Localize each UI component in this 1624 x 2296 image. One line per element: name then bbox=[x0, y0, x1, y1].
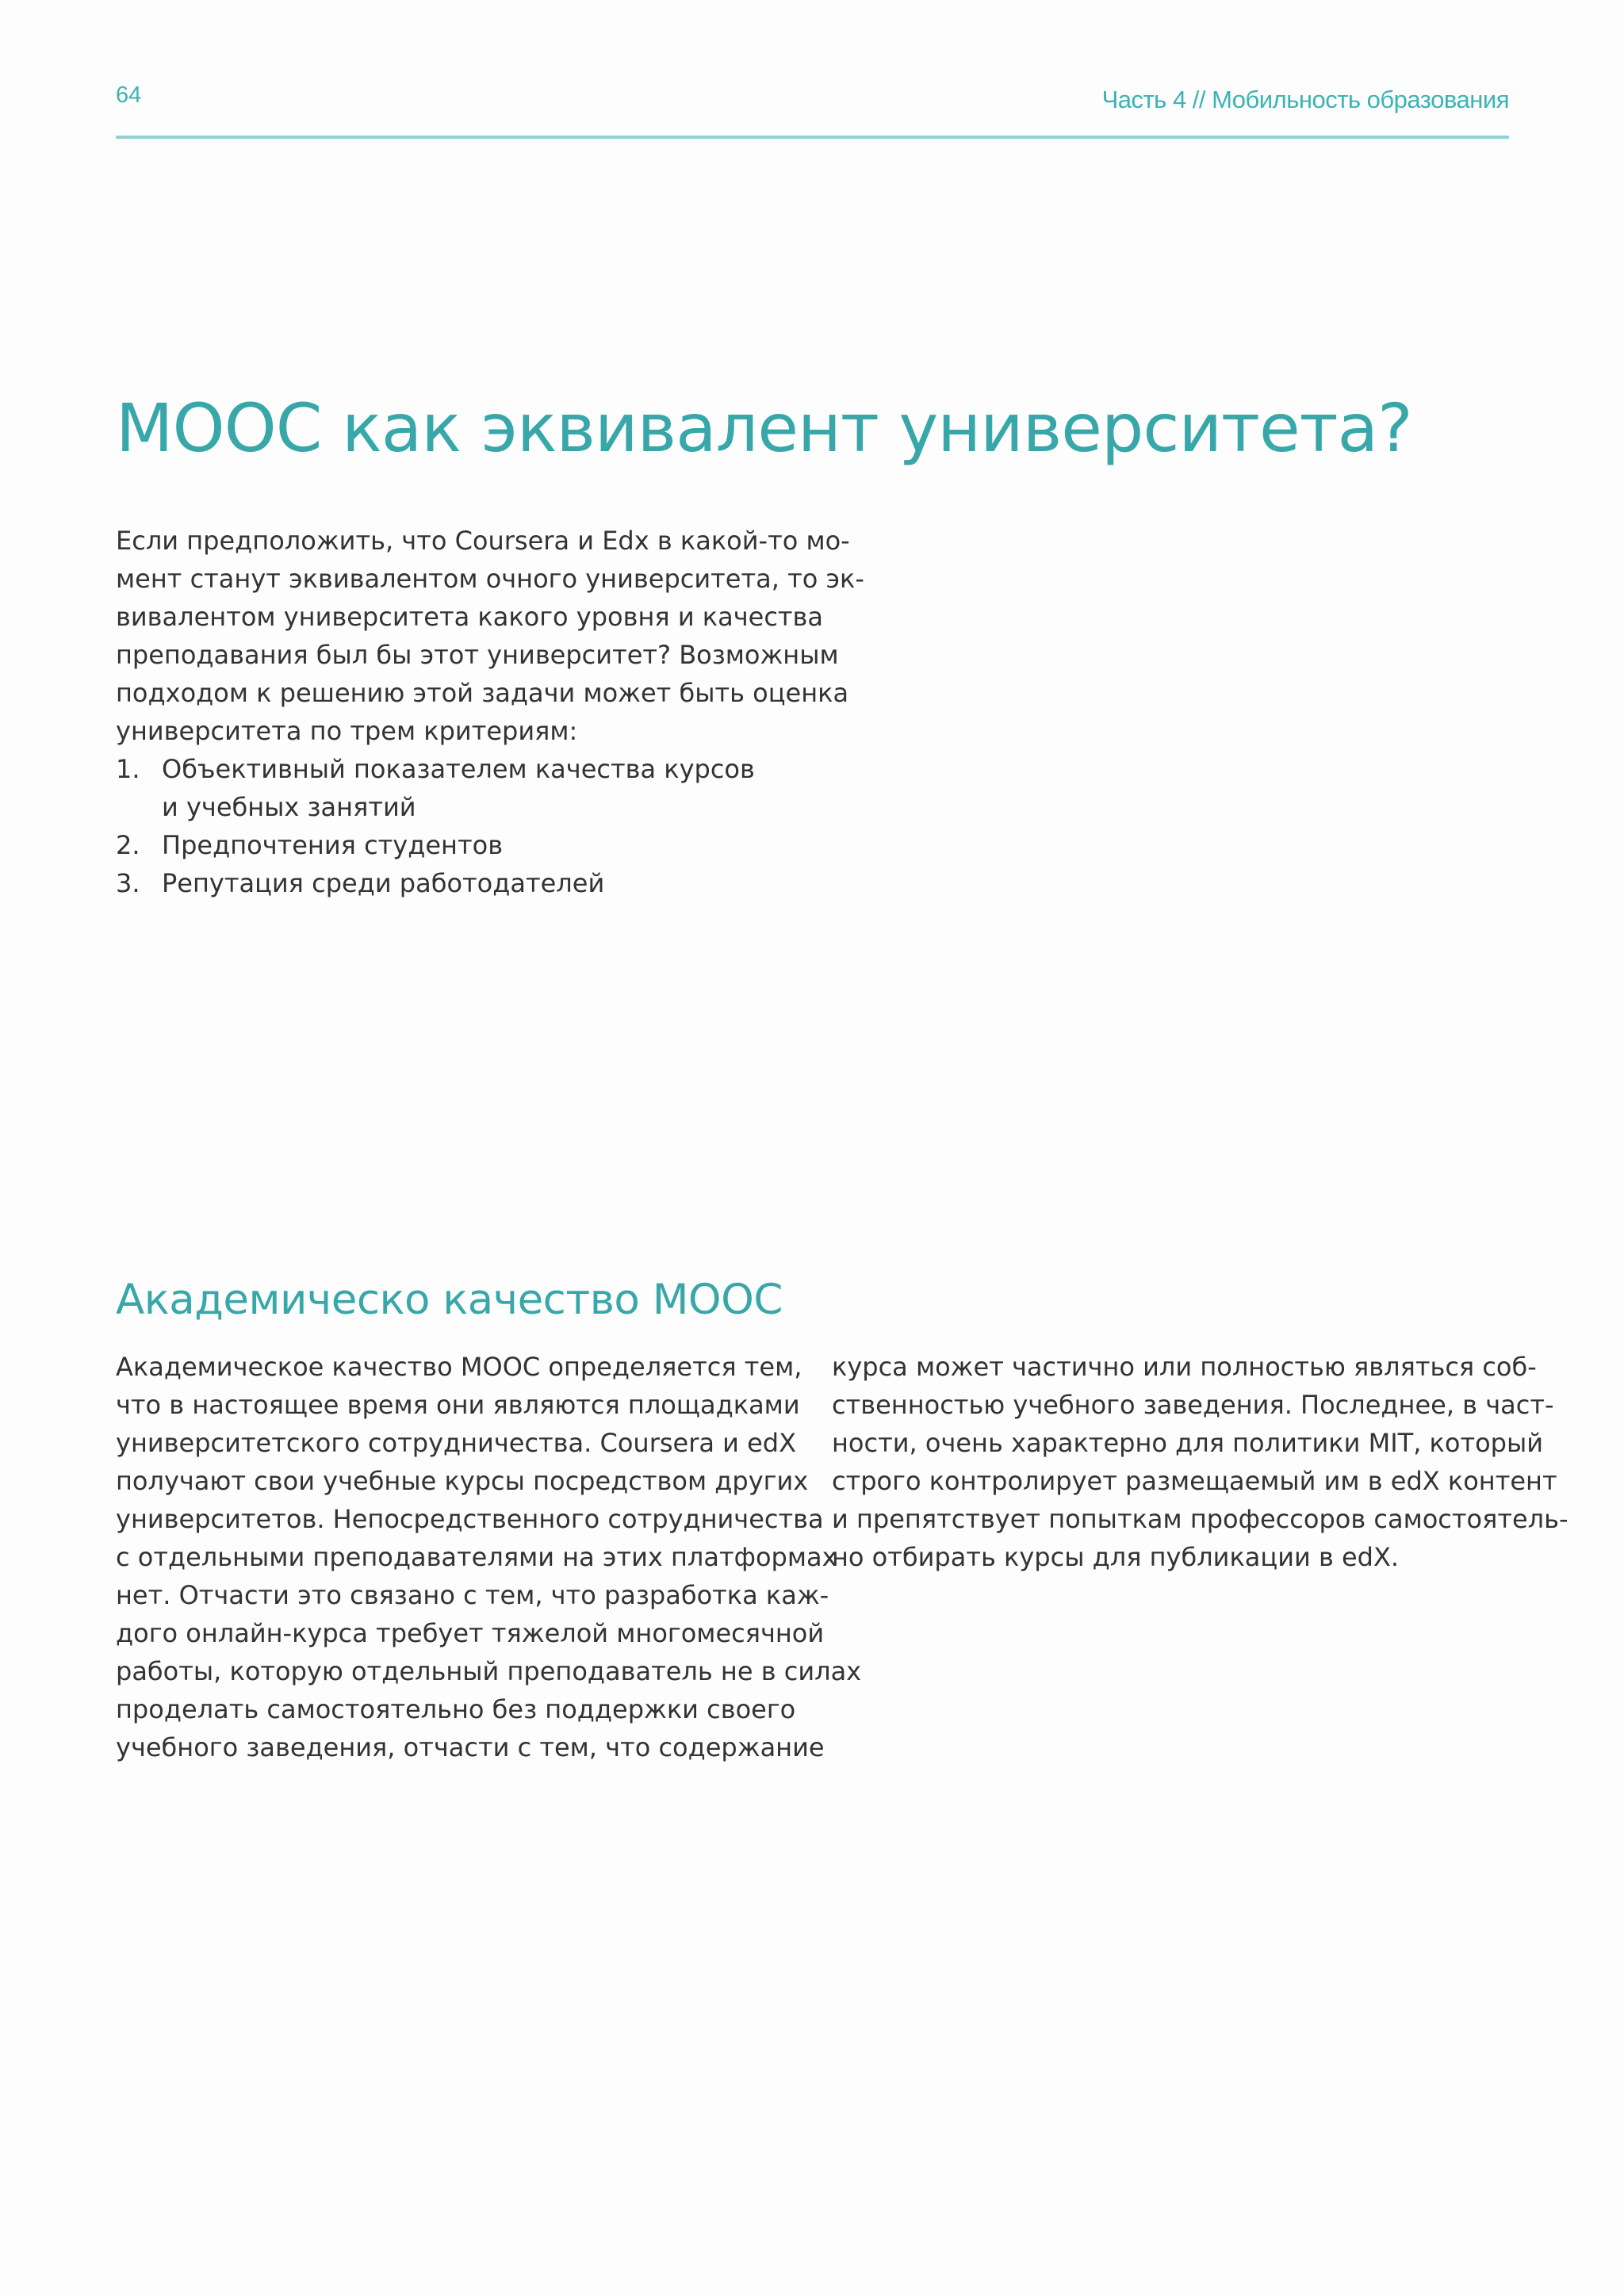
intro-paragraph bbox=[116, 522, 864, 902]
body-line: строго контролирует размещаемый им в edX контент bbox=[832, 1466, 1557, 1496]
intro-line: вивалентом университета какого уровня и качества bbox=[116, 602, 824, 632]
body-line: нет. Отчасти это связано с тем, что разработка каж- bbox=[116, 1580, 829, 1610]
intro-line: преподавания был бы этот университет? Возможным bbox=[116, 640, 839, 670]
criteria-item bbox=[116, 864, 798, 902]
body-line: Академическое качество МООС определяется тем, bbox=[116, 1352, 802, 1382]
body-line: с отдельными преподавателями на этих платформах bbox=[116, 1542, 837, 1572]
criteria-text: Объективный показателем качества курсов bbox=[162, 754, 755, 784]
intro-line: университета по трем критериям: bbox=[116, 716, 578, 746]
criteria-text: и учебных занятий bbox=[162, 792, 416, 822]
criteria-text: Предпочтения студентов bbox=[162, 830, 504, 860]
criteria-list bbox=[116, 750, 798, 902]
criteria-item bbox=[116, 826, 798, 864]
body-line: что в настоящее время они являются площадками bbox=[116, 1390, 800, 1420]
body-line: работы, которую отдельный преподаватель не в силах bbox=[116, 1656, 862, 1686]
criteria-text: Репутация среди работодателей bbox=[162, 868, 605, 898]
criteria-item bbox=[116, 750, 798, 826]
body-column-left bbox=[116, 1348, 862, 1766]
criteria-number: 1. bbox=[116, 754, 140, 784]
body-line: университетского сотрудничества. Coursera и edX bbox=[116, 1428, 797, 1458]
criteria-number: 2. bbox=[116, 830, 140, 860]
running-header: Часть 4 // Мобильность образования bbox=[1101, 86, 1509, 113]
intro-line: мент станут эквивалентом очного университета, то эк- bbox=[116, 564, 864, 594]
body-column-right bbox=[832, 1348, 1568, 1576]
page-number: 64 bbox=[116, 82, 142, 108]
body-line: ности, очень характерно для политики MIT, который bbox=[832, 1428, 1544, 1458]
body-line: ственностью учебного заведения. Последнее, в част- bbox=[832, 1390, 1554, 1420]
intro-line: Если предположить, что Coursera и Edx в какой-то мо- bbox=[116, 526, 850, 556]
intro-line: подходом к решению этой задачи может быть оценка bbox=[116, 678, 849, 708]
body-line: проделать самостоятельно без поддержки своего bbox=[116, 1694, 796, 1724]
page-title: МООС как эквивалент университета? bbox=[116, 389, 1412, 467]
body-line: дого онлайн-курса требует тяжелой многомесячной bbox=[116, 1618, 825, 1648]
body-line: университетов. Непосредственного сотрудничества bbox=[116, 1504, 824, 1534]
body-line: но отбирать курсы для публикации в edX. bbox=[832, 1542, 1400, 1572]
section-title: Академическо качество МООС bbox=[116, 1276, 783, 1324]
criteria-number: 3. bbox=[116, 868, 140, 898]
body-line: и препятствует попыткам профессоров самостоятель- bbox=[832, 1504, 1568, 1534]
body-line: учебного заведения, отчасти с тем, что содержание bbox=[116, 1732, 825, 1762]
body-line: курса может частично или полностью являться соб- bbox=[832, 1352, 1537, 1382]
body-line: получают свои учебные курсы посредством других bbox=[116, 1466, 809, 1496]
header-divider bbox=[116, 136, 1509, 139]
